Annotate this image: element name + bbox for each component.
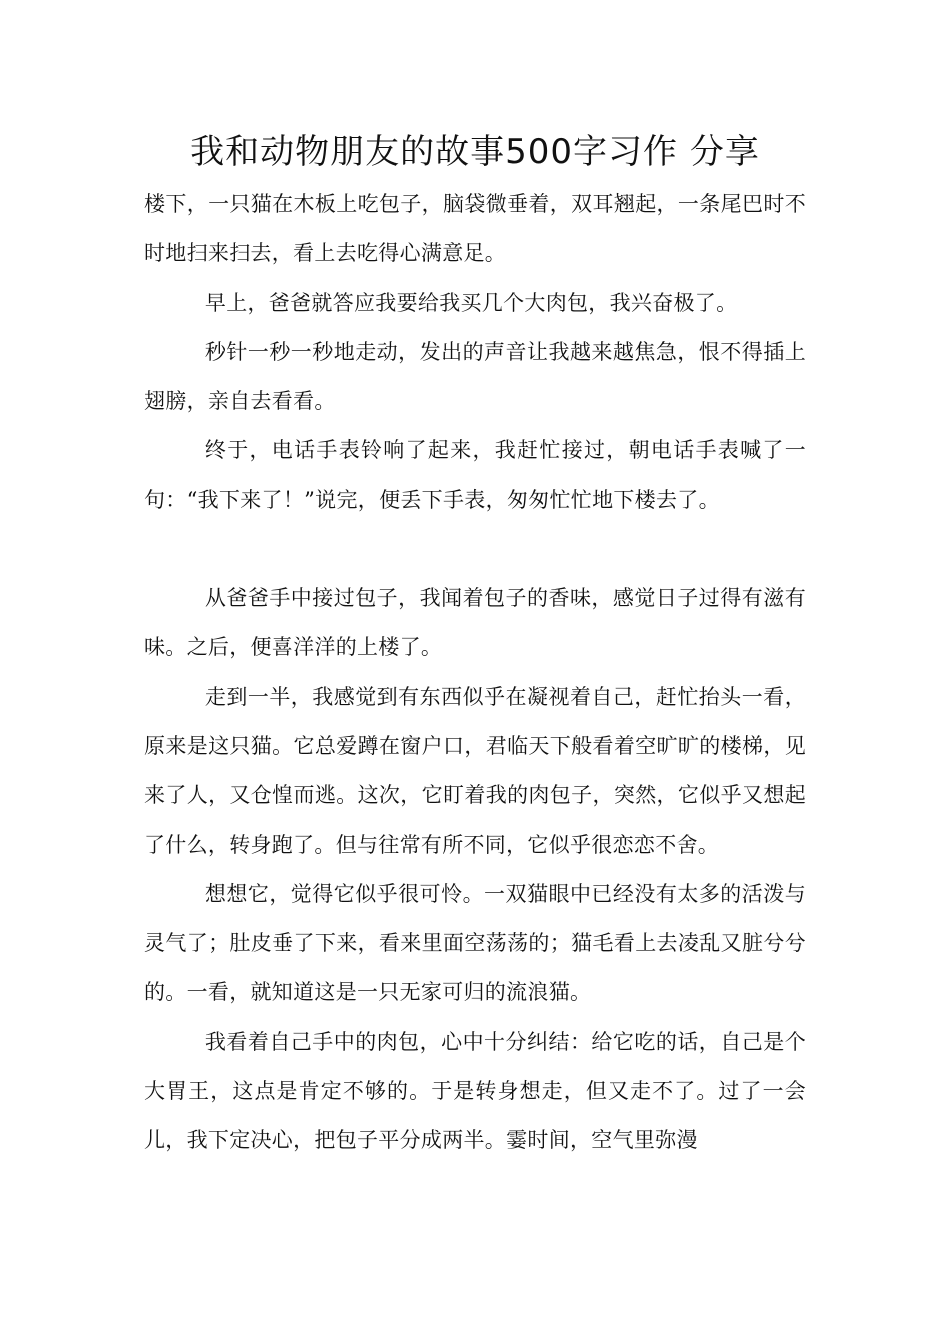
paragraph-2: 早上，爸爸就答应我要给我买几个大肉包，我兴奋极了。 bbox=[204, 290, 738, 315]
article-body bbox=[144, 180, 806, 1166]
paragraph-1: 楼下，一只猫在木板上吃包子，脑袋微垂着，双耳翘起，一条尾巴时不时地扫来扫去，看上去吃得心满意足。 bbox=[144, 192, 806, 266]
paragraph-3: 秒针一秒一秒地走动，发出的声音让我越来越焦急，恨不得插上翅膀，亲自去看看。 bbox=[144, 339, 806, 414]
paragraph-6: 走到一半，我感觉到有东西似乎在凝视着自己，赶忙抬头一看，原来是这只猫。它总爱蹲在窗户口，君临天下般看着空旷旷的楼梯，见来了人，又仓惶而逃。这次，它盯着我的肉包子，突然，它似乎又想起了什么，转身跑了。但与往常有所不同，它似乎很恋恋不舍。 bbox=[144, 684, 806, 857]
document-title: 我和动物朋友的故事500字习作 分享 bbox=[190, 132, 760, 172]
paragraph-7: 想想它，觉得它似乎很可怜。一双猫眼中已经没有太多的活泼与灵气了；肚皮垂了下来，看来里面空荡荡的；猫毛看上去凌乱又脏兮兮的。一看，就知道这是一只无家可归的流浪猫。 bbox=[144, 881, 806, 1005]
paragraph-5: 从爸爸手中接过包子，我闻着包子的香味，感觉日子过得有滋有味。之后，便喜洋洋的上楼了。 bbox=[144, 586, 806, 660]
paragraph-spacer bbox=[144, 525, 806, 574]
paragraph-8: 我看着自己手中的肉包，心中十分纠结：给它吃的话，自己是个大胃王，这点是肯定不够的。于是转身想走，但又走不了。过了一会儿，我下定决心，把包子平分成两半。霎时间，空气里弥漫 bbox=[144, 1029, 806, 1153]
paragraph-4: 终于，电话手表铃响了起来，我赶忙接过，朝电话手表喊了一句：“我下来了！”说完，便丢下手表，匆匆忙忙地下楼去了。 bbox=[144, 438, 806, 512]
